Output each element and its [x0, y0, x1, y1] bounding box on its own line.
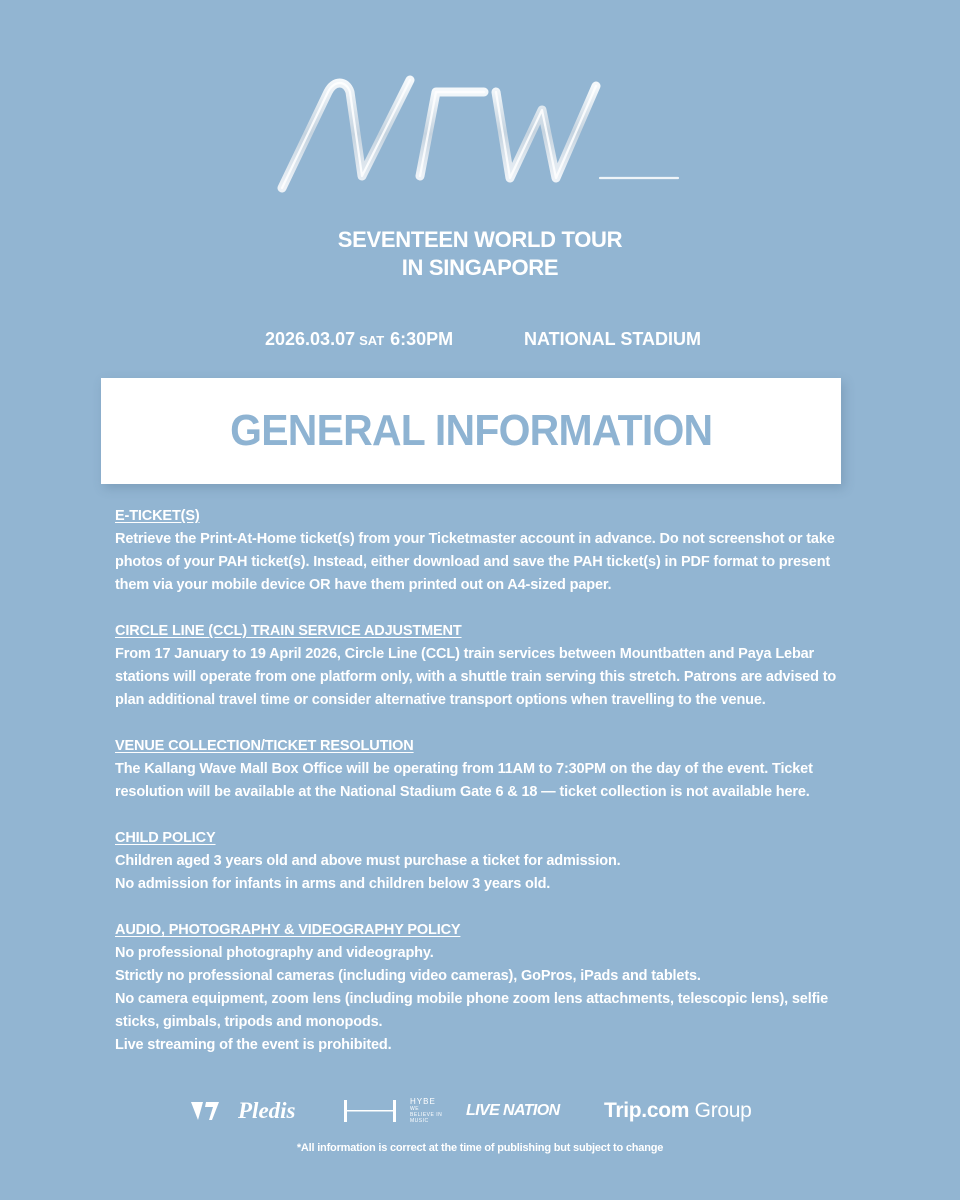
section-line: them via your mobile device OR have them printed out on A4-sized paper. — [115, 577, 612, 593]
trip-group-wordmark: Group — [689, 1099, 752, 1122]
section-heading: AUDIO, PHOTOGRAPHY & VIDEOGRAPHY POLICY — [115, 922, 461, 938]
banner-title: GENERAL INFORMATION — [229, 406, 713, 455]
live-nation-logo: LIVE NATION — [466, 1102, 560, 1119]
section-line: photos of your PAH ticket(s). Instead, either download and save the PAH ticket(s) in PDF format to present — [115, 554, 831, 570]
section-heading: E-TICKET(S) — [115, 508, 200, 524]
section-line: stations will operate from one platform only, with a shuttle train serving this stretch. Patrons are advised to — [115, 669, 837, 685]
hybe-logo — [342, 1094, 452, 1128]
hybe-wordmark: HYBE — [410, 1097, 436, 1106]
seventeen-logo-icon — [190, 1094, 226, 1128]
event-venue: NATIONAL STADIUM — [524, 329, 701, 349]
event-date: 2026.03.07 — [265, 329, 356, 349]
trip-com-group-logo — [604, 1094, 752, 1128]
section-heading: CIRCLE LINE (CCL) TRAIN SERVICE ADJUSTMENT — [115, 623, 462, 639]
section-line: No camera equipment, zoom lens (including mobile phone zoom lens attachments, telescopic lens), selfie — [115, 991, 829, 1007]
section-child-policy — [115, 827, 845, 896]
pledis-logo: Pledis — [238, 1098, 296, 1123]
event-time: 6:30PM — [390, 329, 454, 349]
section-e-tickets — [115, 505, 845, 597]
information-sections — [115, 505, 845, 1080]
section-line: No admission for infants in arms and children below 3 years old. — [115, 876, 551, 892]
event-datetime — [265, 329, 453, 350]
section-line: Children aged 3 years old and above must purchase a ticket for admission. — [115, 853, 621, 869]
tour-title-line1: SEVENTEEN WORLD TOUR — [337, 227, 623, 252]
section-line: plan additional travel time or consider alternative transport options when travelling to the venue. — [115, 692, 766, 708]
section-line: Retrieve the Print-At-Home ticket(s) from your Ticketmaster account in advance. Do not screenshot or take — [115, 531, 835, 547]
general-information-banner — [101, 378, 841, 484]
hybe-mark-icon — [342, 1098, 404, 1124]
section-line: No professional photography and videography. — [115, 945, 434, 961]
section-line: Strictly no professional cameras (including video cameras), GoPros, iPads and tablets. — [115, 968, 701, 984]
section-heading: CHILD POLICY — [115, 830, 216, 846]
section-line: resolution will be available at the National Stadium Gate 6 & 18 — ticket collection is not available here. — [115, 784, 810, 800]
section-line: Live streaming of the event is prohibited. — [115, 1037, 392, 1053]
section-line: sticks, gimbals, tripods and monopods. — [115, 1014, 383, 1030]
tour-title-line2: IN SINGAPORE — [401, 255, 559, 280]
trip-com-wordmark: Trip.com — [604, 1099, 690, 1122]
section-line: From 17 January to 19 April 2026, Circle Line (CCL) train services between Mountbatten and Paya Lebar — [115, 646, 815, 662]
section-heading: VENUE COLLECTION/TICKET RESOLUTION — [115, 738, 414, 754]
event-day: SAT — [359, 333, 385, 348]
sponsor-logos — [190, 1094, 770, 1128]
disclaimer-footnote: *All information is correct at the time of publishing but subject to change — [296, 1142, 664, 1154]
section-circle-line — [115, 620, 845, 712]
new-logo-icon — [270, 66, 690, 206]
section-line: The Kallang Wave Mall Box Office will be operating from 11AM to 7:30PM on the day of the event. Ticket — [115, 761, 813, 777]
section-venue-collection — [115, 735, 845, 804]
section-photo-policy — [115, 919, 845, 1057]
hybe-tagline: WE BELIEVE IN MUSIC — [410, 1106, 443, 1124]
